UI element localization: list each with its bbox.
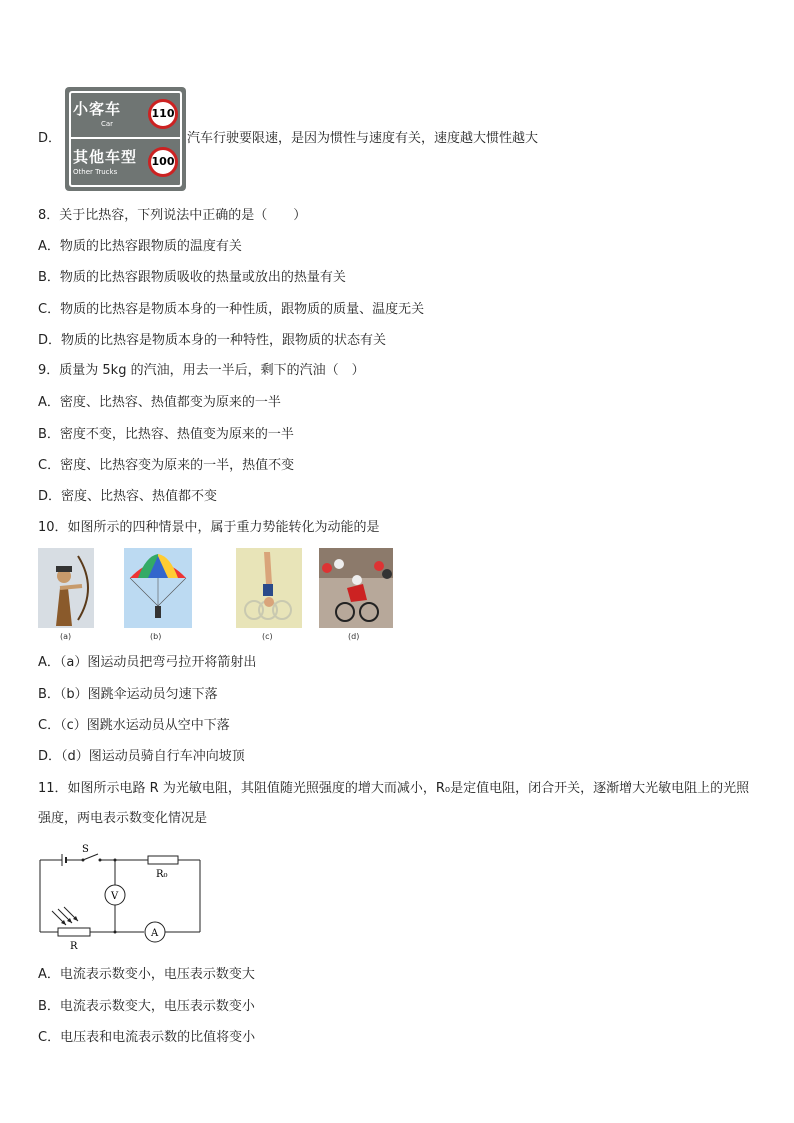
- q11-stem: 11．如图所示电路 R 为光敏电阻，其阻值随光照强度的增大而减小，R₀是定值电阻，闭合开关，逐渐增大光敏电阻上的光照强度，两电表示数变化情况是: [38, 781, 750, 826]
- q11-option-c: C．电压表和电流表示数的比值将变小: [38, 1030, 256, 1045]
- option-d-text: 汽车行驶要限速，是因为惯性与速度有关，速度越大惯性越大: [187, 131, 539, 146]
- option-d-label: D．: [38, 131, 62, 146]
- photo-archer: [38, 548, 94, 628]
- sign-car-en: Car: [101, 120, 114, 128]
- sign-car-label: 小客车: [73, 100, 122, 118]
- sign-trucks-limit: 100: [148, 147, 178, 177]
- q11-option-b: B．电流表示数变大，电压表示数变小: [38, 999, 255, 1014]
- q8-stem: 8．关于比热容，下列说法中正确的是（ ）: [38, 208, 307, 223]
- q10-stem: 10．如图所示的四种情景中，属于重力势能转化为动能的是: [38, 520, 380, 535]
- q10-option-c: C．（c）图跳水运动员从空中下落: [38, 718, 230, 733]
- q8-option-b: B．物质的比热容跟物质吸收的热量或放出的热量有关: [38, 270, 346, 285]
- q8-option-c: C．物质的比热容是物质本身的一种性质，跟物质的质量、温度无关: [38, 302, 425, 317]
- q9-option-b: B．密度不变，比热容、热值变为原来的一半: [38, 427, 294, 442]
- sign-trucks-label: 其他车型: [73, 148, 138, 166]
- sign-trucks-en: Other Trucks: [73, 168, 118, 176]
- q9-option-d: D．密度、比热容、热值都不变: [38, 489, 218, 504]
- label-r0: R₀: [156, 869, 168, 880]
- photo-parachute: [124, 548, 192, 628]
- speed-limit-sign: [65, 87, 186, 191]
- q9-option-c: C．密度、比热容变为原来的一半，热值不变: [38, 458, 295, 473]
- label-voltmeter: V: [111, 891, 119, 902]
- photo-diver: [236, 548, 302, 628]
- q9-stem: 9．质量为 5kg 的汽油，用去一半后，剩下的汽油（ ）: [38, 363, 365, 378]
- caption-c: (c): [262, 632, 273, 641]
- q8-option-d: D．物质的比热容是物质本身的一种特性，跟物质的状态有关: [38, 333, 387, 348]
- q8-option-a: A．物质的比热容跟物质的温度有关: [38, 239, 242, 254]
- sign-car-limit: 110: [148, 99, 178, 129]
- label-ammeter: A: [151, 928, 159, 939]
- q10-option-d: D．（d）图运动员骑自行车冲向坡顶: [38, 749, 245, 764]
- q9-option-a: A．密度、比热容、热值都变为原来的一半: [38, 395, 281, 410]
- photo-cyclist: [319, 548, 393, 628]
- caption-d: (d): [348, 632, 360, 641]
- q10-option-a: A．（a）图运动员把弯弓拉开将箭射出: [38, 655, 257, 670]
- label-switch: S: [82, 844, 89, 855]
- q10-option-b: B．（b）图跳伞运动员匀速下落: [38, 687, 218, 702]
- q11-option-a: A．电流表示数变小，电压表示数变大: [38, 967, 255, 982]
- caption-a: (a): [60, 632, 72, 641]
- label-r: R: [70, 941, 78, 952]
- q11-circuit-diagram: [38, 843, 208, 953]
- caption-b: (b): [150, 632, 162, 641]
- q10-figure: [38, 548, 394, 644]
